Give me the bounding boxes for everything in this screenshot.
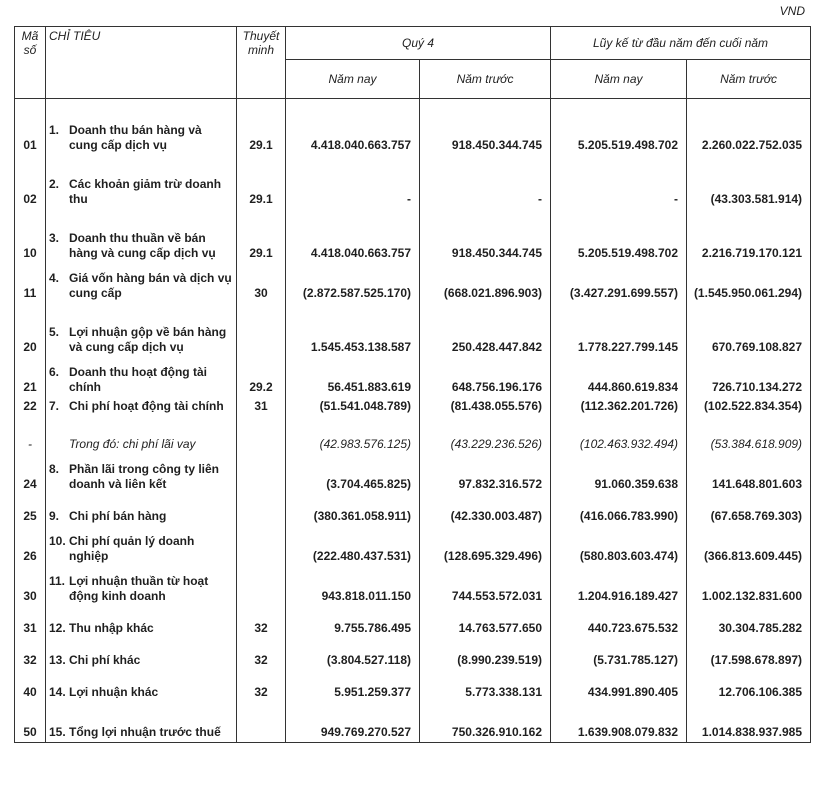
- table-row: [15, 494, 811, 526]
- row-quarter-this-year: 9.755.786.495: [286, 606, 420, 638]
- row-quarter-last-year: 918.450.344.745: [420, 115, 551, 155]
- table-row: [15, 638, 811, 670]
- header-ytd-this-year: Năm nay: [551, 60, 687, 99]
- row-index: 11.: [49, 574, 66, 588]
- row-label: [46, 670, 237, 702]
- row-code: 25: [15, 494, 46, 526]
- row-code: 40: [15, 670, 46, 702]
- header-ytd-last-year: Năm trước: [687, 60, 811, 99]
- row-ytd-last-year: 30.304.785.282: [687, 606, 811, 638]
- row-index: 13.: [49, 653, 66, 667]
- row-code: 10: [15, 209, 46, 263]
- row-note: 29.1: [237, 155, 286, 209]
- row-ytd-this-year: 1.778.227.799.145: [551, 303, 687, 357]
- row-quarter-this-year: 4.418.040.663.757: [286, 209, 420, 263]
- row-quarter-last-year: 97.832.316.572: [420, 454, 551, 494]
- row-label: [46, 702, 237, 742]
- row-index: 1.: [49, 123, 60, 137]
- row-label: [46, 454, 237, 494]
- table-row: [15, 397, 811, 437]
- income-statement-table: [14, 26, 811, 743]
- row-index: 9.: [49, 509, 60, 523]
- row-ytd-this-year: 440.723.675.532: [551, 606, 687, 638]
- row-index: 3.: [49, 231, 60, 245]
- row-ytd-this-year: 5.205.519.498.702: [551, 209, 687, 263]
- row-quarter-last-year: 918.450.344.745: [420, 209, 551, 263]
- row-name: Chi phí bán hàng: [69, 509, 167, 523]
- row-quarter-this-year: 949.769.270.527: [286, 702, 420, 742]
- row-label: [46, 526, 237, 566]
- row-quarter-this-year: (222.480.437.531): [286, 526, 420, 566]
- row-label: [46, 566, 237, 606]
- row-index: 4.: [49, 271, 60, 285]
- row-label: [46, 155, 237, 209]
- row-ytd-last-year: (1.545.950.061.294): [687, 263, 811, 303]
- row-ytd-last-year: (17.598.678.897): [687, 638, 811, 670]
- row-code: 24: [15, 454, 46, 494]
- row-name: Phần lãi trong công ty liên doanh và liên kết: [69, 462, 220, 491]
- row-quarter-this-year: -: [286, 155, 420, 209]
- row-name: Doanh thu hoạt động tài chính: [69, 365, 207, 394]
- row-ytd-last-year: 726.710.134.272: [687, 357, 811, 397]
- row-quarter-this-year: 1.545.453.138.587: [286, 303, 420, 357]
- table-row-interest: [15, 437, 811, 454]
- row-note: 32: [237, 670, 286, 702]
- header-item: CHỈ TIÊU: [46, 27, 237, 99]
- row-ytd-last-year: (43.303.581.914): [687, 155, 811, 209]
- row-note: [237, 526, 286, 566]
- row-ytd-this-year: 1.204.916.189.427: [551, 566, 687, 606]
- row-label: [46, 209, 237, 263]
- row-quarter-last-year: (668.021.896.903): [420, 263, 551, 303]
- row-quarter-this-year: (2.872.587.525.170): [286, 263, 420, 303]
- row-label: [46, 397, 237, 437]
- row-note: 32: [237, 606, 286, 638]
- table-row: [15, 209, 811, 263]
- row-note: [237, 702, 286, 742]
- table-row: [15, 357, 811, 397]
- row-name: Chi phí quản lý doanh nghiệp: [69, 534, 195, 563]
- row-quarter-last-year: 750.326.910.162: [420, 702, 551, 742]
- row-label: [46, 263, 237, 303]
- row-name: Lợi nhuận gộp về bán hàng và cung cấp dịch vụ: [69, 325, 227, 354]
- header-ytd: Lũy kế từ đầu năm đến cuối năm: [551, 27, 811, 60]
- row-name: Doanh thu bán hàng và cung cấp dịch vụ: [69, 123, 202, 152]
- row-index: 12.: [49, 621, 66, 635]
- header-quarter: Quý 4: [286, 27, 551, 60]
- row-ytd-last-year: 2.260.022.752.035: [687, 115, 811, 155]
- row-index: 2.: [49, 177, 60, 191]
- row-note: 29.1: [237, 115, 286, 155]
- row-label: [46, 494, 237, 526]
- row-label: [46, 638, 237, 670]
- row-name: Lợi nhuận thuần từ hoạt động kinh doanh: [69, 574, 209, 603]
- row-note: 29.1: [237, 209, 286, 263]
- interest-ytd-this-year: (102.463.932.494): [551, 437, 687, 454]
- row-code: 21: [15, 357, 46, 397]
- row-note: [237, 494, 286, 526]
- row-name: Chi phí hoạt động tài chính: [69, 399, 224, 413]
- row-code: 02: [15, 155, 46, 209]
- row-code: 11: [15, 263, 46, 303]
- row-ytd-this-year: -: [551, 155, 687, 209]
- row-ytd-last-year: 12.706.106.385: [687, 670, 811, 702]
- row-label: [46, 606, 237, 638]
- table-row: [15, 454, 811, 494]
- row-code: 26: [15, 526, 46, 566]
- row-note: 30: [237, 263, 286, 303]
- table-row: [15, 566, 811, 606]
- row-quarter-last-year: (81.438.055.576): [420, 397, 551, 437]
- row-index: 8.: [49, 462, 60, 476]
- row-code: 30: [15, 566, 46, 606]
- interest-label: Trong đó: chi phí lãi vay: [69, 437, 196, 451]
- interest-dash: -: [15, 437, 46, 454]
- table-row: [15, 155, 811, 209]
- row-name: Thu nhập khác: [69, 621, 154, 635]
- row-code: 31: [15, 606, 46, 638]
- row-label: [46, 115, 237, 155]
- row-ytd-this-year: (416.066.783.990): [551, 494, 687, 526]
- row-quarter-last-year: -: [420, 155, 551, 209]
- row-index: 10.: [49, 534, 66, 548]
- interest-quarter-last-year: (43.229.236.526): [420, 437, 551, 454]
- row-code: 50: [15, 702, 46, 742]
- row-ytd-last-year: (102.522.834.354): [687, 397, 811, 437]
- row-ytd-this-year: 91.060.359.638: [551, 454, 687, 494]
- interest-quarter-this-year: (42.983.576.125): [286, 437, 420, 454]
- row-note: 32: [237, 638, 286, 670]
- row-note: 31: [237, 397, 286, 437]
- row-quarter-last-year: 744.553.572.031: [420, 566, 551, 606]
- row-quarter-last-year: (8.990.239.519): [420, 638, 551, 670]
- row-label: [46, 357, 237, 397]
- row-code: 22: [15, 397, 46, 437]
- row-index: 7.: [49, 399, 60, 413]
- row-quarter-this-year: 5.951.259.377: [286, 670, 420, 702]
- row-ytd-this-year: (5.731.785.127): [551, 638, 687, 670]
- table-row: [15, 263, 811, 303]
- table-row: [15, 606, 811, 638]
- row-ytd-this-year: 1.639.908.079.832: [551, 702, 687, 742]
- row-quarter-last-year: 5.773.338.131: [420, 670, 551, 702]
- header-code: Mã số: [15, 27, 46, 99]
- table-row: [15, 670, 811, 702]
- row-quarter-last-year: 648.756.196.176: [420, 357, 551, 397]
- row-ytd-last-year: 1.002.132.831.600: [687, 566, 811, 606]
- row-ytd-last-year: 670.769.108.827: [687, 303, 811, 357]
- row-quarter-this-year: (51.541.048.789): [286, 397, 420, 437]
- row-ytd-this-year: (3.427.291.699.557): [551, 263, 687, 303]
- table-row: [15, 526, 811, 566]
- table-row: [15, 702, 811, 742]
- currency-unit: VND: [779, 4, 805, 18]
- row-quarter-this-year: (3.704.465.825): [286, 454, 420, 494]
- row-ytd-last-year: (366.813.609.445): [687, 526, 811, 566]
- row-note: [237, 303, 286, 357]
- row-ytd-this-year: (580.803.603.474): [551, 526, 687, 566]
- row-quarter-last-year: 14.763.577.650: [420, 606, 551, 638]
- row-quarter-this-year: (380.361.058.911): [286, 494, 420, 526]
- interest-ytd-last-year: (53.384.618.909): [687, 437, 811, 454]
- row-index: 5.: [49, 325, 60, 339]
- row-quarter-this-year: 4.418.040.663.757: [286, 115, 420, 155]
- row-ytd-this-year: 444.860.619.834: [551, 357, 687, 397]
- row-ytd-last-year: 1.014.838.937.985: [687, 702, 811, 742]
- row-quarter-this-year: 56.451.883.619: [286, 357, 420, 397]
- row-ytd-last-year: 2.216.719.170.121: [687, 209, 811, 263]
- row-name: Chi phí khác: [69, 653, 141, 667]
- table-row: [15, 303, 811, 357]
- row-index: 6.: [49, 365, 60, 379]
- row-ytd-last-year: 141.648.801.603: [687, 454, 811, 494]
- row-code: 01: [15, 115, 46, 155]
- row-label: [46, 303, 237, 357]
- row-note: 29.2: [237, 357, 286, 397]
- header-quarter-last-year: Năm trước: [420, 60, 551, 99]
- row-index: 14.: [49, 685, 66, 699]
- row-quarter-last-year: 250.428.447.842: [420, 303, 551, 357]
- row-quarter-this-year: (3.804.527.118): [286, 638, 420, 670]
- header-quarter-this-year: Năm nay: [286, 60, 420, 99]
- row-ytd-last-year: (67.658.769.303): [687, 494, 811, 526]
- row-name: Lợi nhuận khác: [69, 685, 159, 699]
- row-note: [237, 566, 286, 606]
- row-index: 15.: [49, 724, 66, 739]
- row-quarter-last-year: (42.330.003.487): [420, 494, 551, 526]
- row-name: Tổng lợi nhuận trước thuế: [69, 724, 221, 739]
- row-quarter-last-year: (128.695.329.496): [420, 526, 551, 566]
- row-name: Giá vốn hàng bán và dịch vụ cung cấp: [69, 271, 232, 300]
- row-name: Các khoản giảm trừ doanh thu: [69, 177, 222, 206]
- row-ytd-this-year: 434.991.890.405: [551, 670, 687, 702]
- row-note: [237, 454, 286, 494]
- row-name: Doanh thu thuần về bán hàng và cung cấp dịch vụ: [69, 231, 216, 260]
- row-code: 20: [15, 303, 46, 357]
- row-ytd-this-year: (112.362.201.726): [551, 397, 687, 437]
- row-code: 32: [15, 638, 46, 670]
- table-row: [15, 115, 811, 155]
- row-ytd-this-year: 5.205.519.498.702: [551, 115, 687, 155]
- row-quarter-this-year: 943.818.011.150: [286, 566, 420, 606]
- header-note: Thuyết minh: [237, 27, 286, 99]
